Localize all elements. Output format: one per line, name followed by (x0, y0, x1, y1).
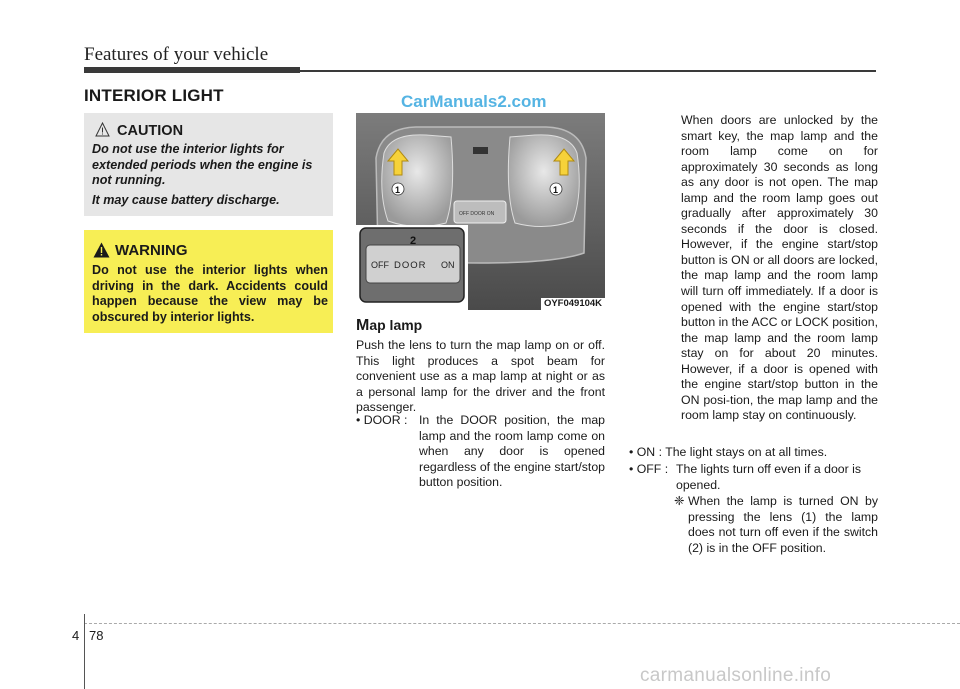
note (674, 494, 878, 556)
callout-2: 2 (410, 235, 417, 247)
caution-text (92, 142, 326, 212)
map-lamp-photo (356, 113, 605, 310)
photo-code: OYF049104K (541, 298, 605, 310)
page-number-divider (84, 614, 85, 689)
note-text: When the lamp is turned ON by pressing the lens (1) the lamp does not turn off even if the switch (2) is in the OFF position. (688, 494, 878, 555)
on-item: • ON : The light stays on at all times. (629, 445, 828, 459)
switch-on-label: ON (441, 260, 455, 270)
page-section-number: 4 (72, 628, 80, 643)
left-lens (382, 135, 453, 227)
small-switch-label: OFF DOOR ON (459, 211, 495, 217)
bottom-rule (84, 623, 960, 624)
switch-door-label: DOOR (394, 260, 427, 271)
caution-label: CAUTION (117, 123, 184, 139)
caution-box (84, 113, 333, 216)
off-item-desc: The lights turn off even if a door is opened. (676, 462, 862, 492)
right-lens (508, 135, 579, 227)
watermark-bottom[interactable]: carmanualsonline.info (640, 665, 832, 686)
watermark-top[interactable]: CarManuals2.com (401, 92, 547, 111)
callout-1-right: 1 (553, 185, 559, 195)
warning-box (84, 230, 333, 333)
caution-text-1: Do not use the interior lights for extended periods when the engine is not running. (92, 142, 313, 187)
map-lamp-title-rest: ap lamp (369, 317, 423, 333)
warning-text: Do not use the interior lights when driving in the dark. Accidents could happen because the view may be obscured by interior lights. (92, 263, 328, 325)
switch-off-label: OFF (371, 260, 389, 270)
caution-triangle-icon (95, 122, 110, 137)
section-title: INTERIOR LIGHT (84, 86, 224, 105)
map-lamp-body (356, 338, 605, 416)
smart-key-paragraph: When doors are unlocked by the smart key, the map lamp and the room lamp come on for approximately 30 seconds as long as any door is not open. The map lamp and the room lamp goes out gradually after approximately 30 seconds if the door is closed. However, if the engine start/stop button is ON or all doors are locked, the map lamp and the room lamp will turn off immediately. If a door is opened with the engine start/stop button in the ACC or LOCK position, the map lamp and the room lamp stay on for about 20 minutes. However, if a door is opened with the engine start/stop button in the ON posi-tion, the map lamp and the room lamp stay on continuously. (681, 113, 878, 423)
map-lamp-title-initial: M (356, 317, 370, 334)
door-item-lead: • DOOR : (356, 413, 408, 427)
door-item-desc: In the DOOR position, the map lamp and the room lamp come on when any door is opened regardless of the engine start/stop button position. (419, 413, 605, 489)
header-rule-thick (84, 67, 300, 73)
warning-label: WARNING (115, 242, 188, 259)
map-lamp-title (356, 317, 422, 335)
off-item-lead: • OFF : (629, 462, 669, 476)
page-number: 78 (89, 628, 104, 643)
warning-triangle-icon (93, 242, 110, 258)
header-rule-thin (300, 70, 876, 72)
note-mark-icon: ❈ (674, 494, 685, 508)
header-title: Features of your vehicle (84, 44, 269, 65)
callout-1-left: 1 (395, 185, 401, 195)
map-lamp-body-text: Push the lens to turn the map lamp on or off. This light produces a spot beam for convenient use as a map lamp at night or as a personal lamp for the driver and the front passenger. (356, 338, 605, 414)
caution-text-2: It may cause battery discharge. (92, 192, 280, 207)
